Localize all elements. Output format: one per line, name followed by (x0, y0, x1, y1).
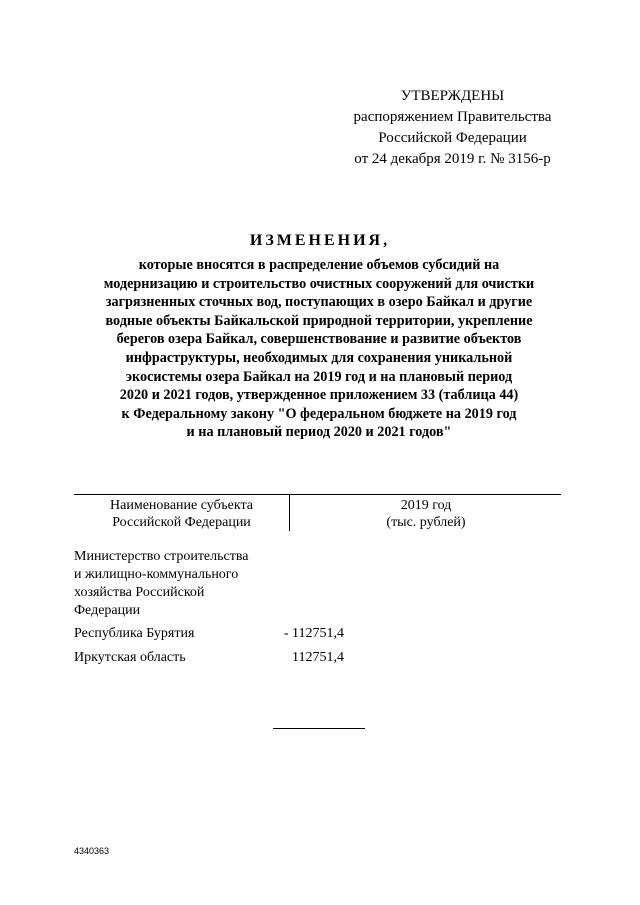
subtitle-line: и на плановый период 2020 и 2021 годов" (186, 424, 452, 441)
subtitle-line: 2020 и 2021 годов, утвержденное приложением 33 (таблица 44) (119, 387, 519, 404)
subtitle-line: водные объекты Байкальской природной территории, укрепление (105, 312, 533, 329)
header-region-line-2: Российской Федерации (112, 515, 251, 530)
closing-divider (273, 728, 365, 729)
header-year-line-1: 2019 год (400, 498, 452, 513)
subtitle-line: экосистемы озера Байкал на 2019 год и на плановый период (125, 368, 513, 385)
subtitle-line: которые вносятся в распределение объемов субсидий на (138, 257, 500, 273)
row-name-line: Иркутская область (74, 650, 186, 665)
approval-line-3: Российской Федерации (378, 130, 527, 146)
subtitle-line: к Федеральному закону "О федеральном бюджете на 2019 год (121, 405, 517, 422)
header-year-column (291, 495, 561, 531)
row-name-line: Федерации (74, 603, 141, 618)
table-header (74, 494, 561, 531)
row-name-line: Республика Бурятия (74, 626, 195, 641)
row-name (74, 548, 294, 620)
row-value: 112751,4 (292, 650, 344, 665)
header-region-column (74, 495, 290, 531)
document-subtitle (74, 256, 564, 442)
document-title: ИЗМЕНЕНИЯ, (249, 232, 391, 249)
approval-line-2: распоряжением Правительства (353, 109, 552, 125)
header-region-line-1: Наименование субъекта (110, 498, 253, 513)
row-name-line: Министерство строительства (74, 549, 249, 564)
subtitle-line: загрязненных сточных вод, поступающих в озеро Байкал и другие (105, 294, 533, 311)
subtitle-line: модернизацию и строительство очистных сооружений для очистки (103, 275, 535, 292)
document-number: 4340363 (74, 846, 110, 856)
subtitle-line: берегов озера Байкал, совершенствование и развитие объектов (116, 331, 522, 348)
approval-heading: УТВЕРЖДЕНЫ (400, 88, 505, 104)
row-name-line: и жилищно-коммунального (74, 567, 239, 582)
subtitle-line: инфраструктуры, необходимых для сохранения уникальной (125, 349, 513, 366)
approval-block (330, 86, 575, 170)
row-name-line: хозяйства Российской (74, 585, 205, 600)
header-year-line-2: (тыс. рублей) (386, 515, 466, 530)
approval-date-number: от 24 декабря 2019 г. № 3156-р (354, 151, 551, 167)
row-value: - 112751,4 (283, 626, 344, 641)
